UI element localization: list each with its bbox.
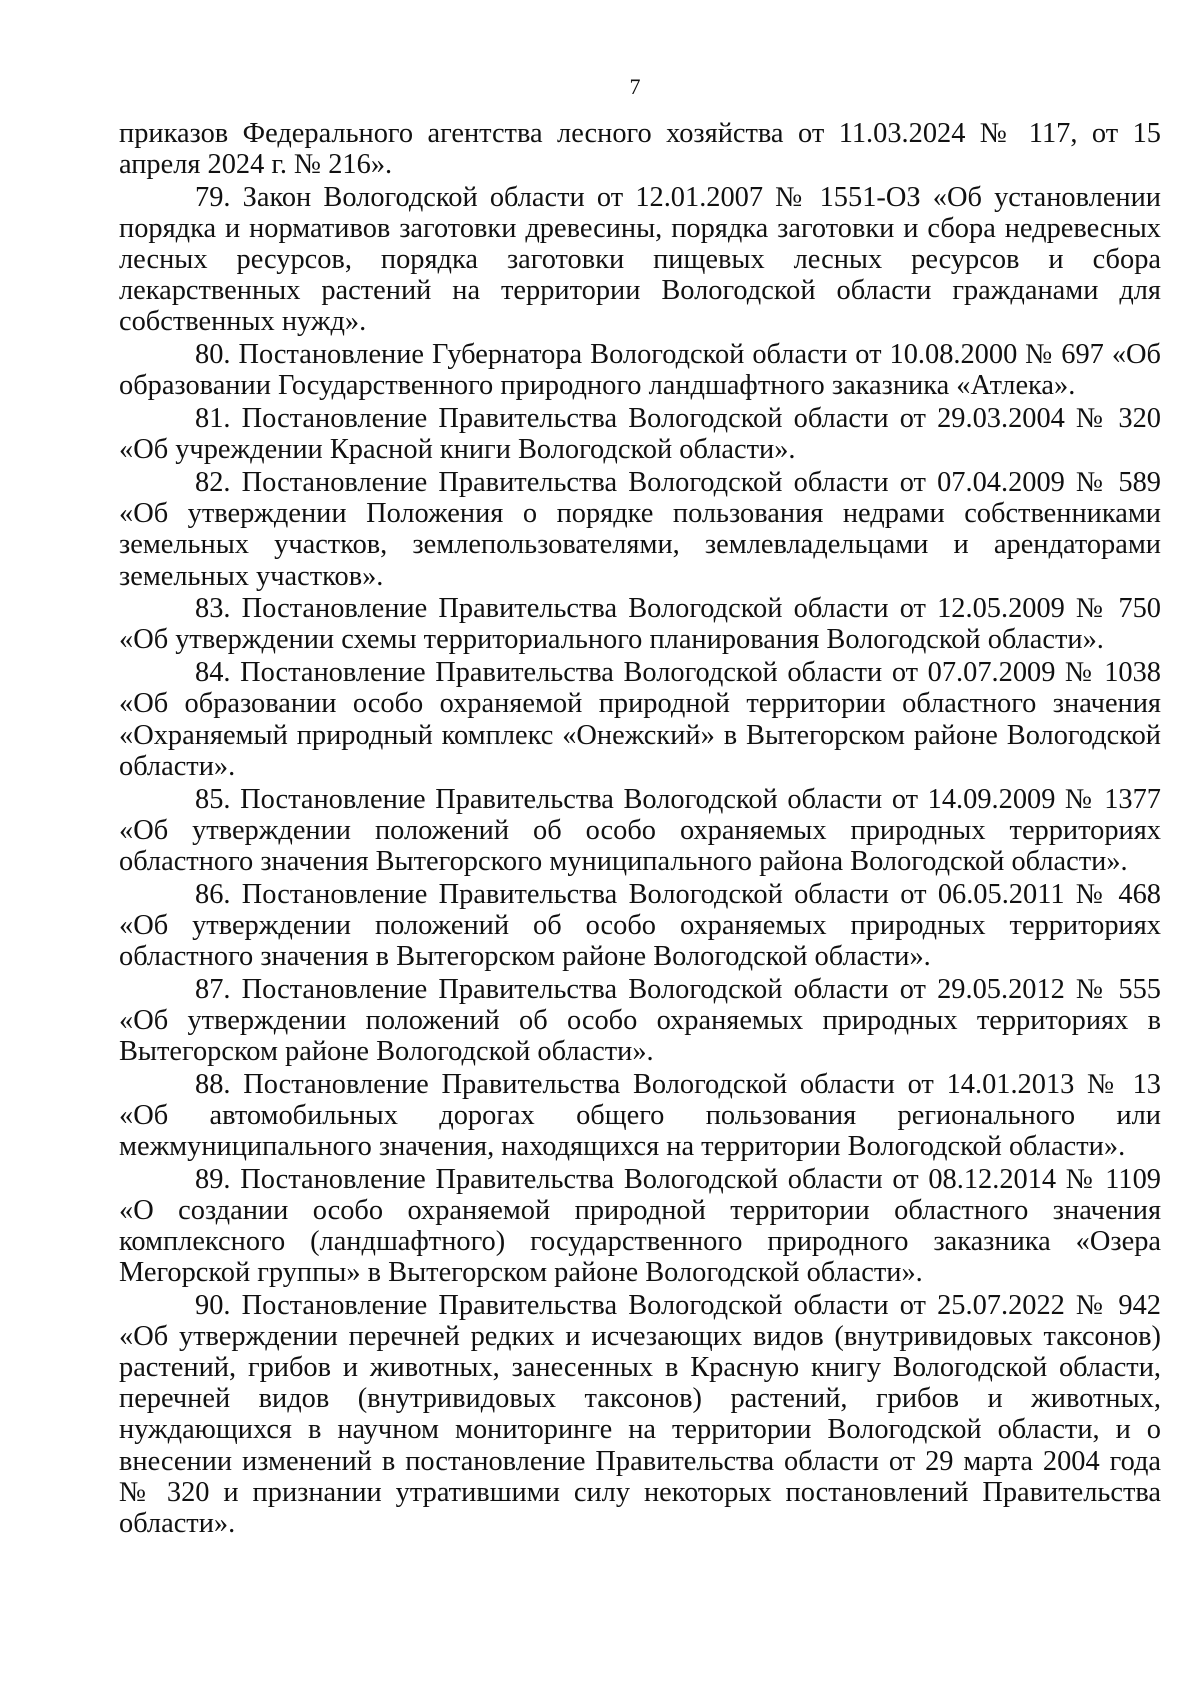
list-item-86: 86. Постановление Правительства Вологодской области от 06.05.2011 № 468 «Об утверждении положений об особо охраняемых природных территориях областного значения в Вытегорском районе Вологодской области».: [119, 878, 1161, 972]
list-item-79: 79. Закон Вологодской области от 12.01.2007 № 1551-ОЗ «Об установлении порядка и нормативов заготовки древесины, порядка заготовки и сбора недревесных лесных ресурсов, порядка заготовки пищевых лесных ресурсов и сбора лекарственных растений на территории Вологодской области гражданами для собственных нужд».: [119, 181, 1161, 338]
page-number: 7: [629, 74, 641, 99]
list-item-80: 80. Постановление Губернатора Вологодской области от 10.08.2000 № 697 «Об образовании Государственного природного ландшафтного заказника «Атлека».: [119, 339, 1161, 402]
list-item-85: 85. Постановление Правительства Вологодской области от 14.09.2009 № 1377 «Об утверждении положений об особо охраняемых природных территориях областного значения Вытегорского муниципального района Вологодской области».: [119, 783, 1161, 877]
list-item-84: 84. Постановление Правительства Вологодской области от 07.07.2009 № 1038 «Об образовании особо охраняемой природной территории областного значения «Охраняемый природный комплекс «Онежский» в Вытегорском районе Вологодской области».: [119, 657, 1161, 782]
list-item-88: 88. Постановление Правительства Вологодской области от 14.01.2013 № 13 «Об автомобильных дорогах общего пользования регионального или межмуниципального значения, находящихся на территории Вологодской области».: [119, 1068, 1161, 1162]
document-body: [119, 118, 1161, 1541]
list-item-82: 82. Постановление Правительства Вологодской области от 07.04.2009 № 589 «Об утверждении Положения о порядке пользования недрами собственниками земельных участков, землепользователями, землевладельцами и арендаторами земельных участков».: [119, 467, 1161, 592]
list-item-83: 83. Постановление Правительства Вологодской области от 12.05.2009 № 750 «Об утверждении схемы территориального планирования Вологодской области».: [119, 593, 1161, 656]
list-item-90: 90. Постановление Правительства Вологодской области от 25.07.2022 № 942 «Об утверждении перечней редких и исчезающих видов (внутривидовых таксонов) растений, грибов и животных, занесенных в Красную книгу Вологодской области, перечней видов (внутривидовых таксонов) растений, грибов и животных, нуждающихся в научном мониторинге на территории Вологодской области, и о внесении изменений в постановление Правительства области от 29 марта 2004 года № 320 и признании утратившими силу некоторых постановлений Правительства области».: [119, 1290, 1161, 1539]
list-item-89: 89. Постановление Правительства Вологодской области от 08.12.2014 № 1109 «О создании особо охраняемой природной территории областного значения комплексного (ландшафтного) государственного природного заказника «Озера Мегорской группы» в Вытегорском районе Вологодской области».: [119, 1163, 1161, 1289]
paragraph-continuation: приказов Федерального агентства лесного хозяйства от 11.03.2024 № 117, от 15 апреля 2024 г. № 216».: [119, 118, 1161, 181]
list-item-87: 87. Постановление Правительства Вологодской области от 29.05.2012 № 555 «Об утверждении положений об особо охраняемых природных территориях в Вытегорском районе Вологодской области».: [119, 973, 1161, 1067]
list-item-81: 81. Постановление Правительства Вологодской области от 29.03.2004 № 320 «Об учреждении Красной книги Вологодской области».: [119, 403, 1161, 466]
